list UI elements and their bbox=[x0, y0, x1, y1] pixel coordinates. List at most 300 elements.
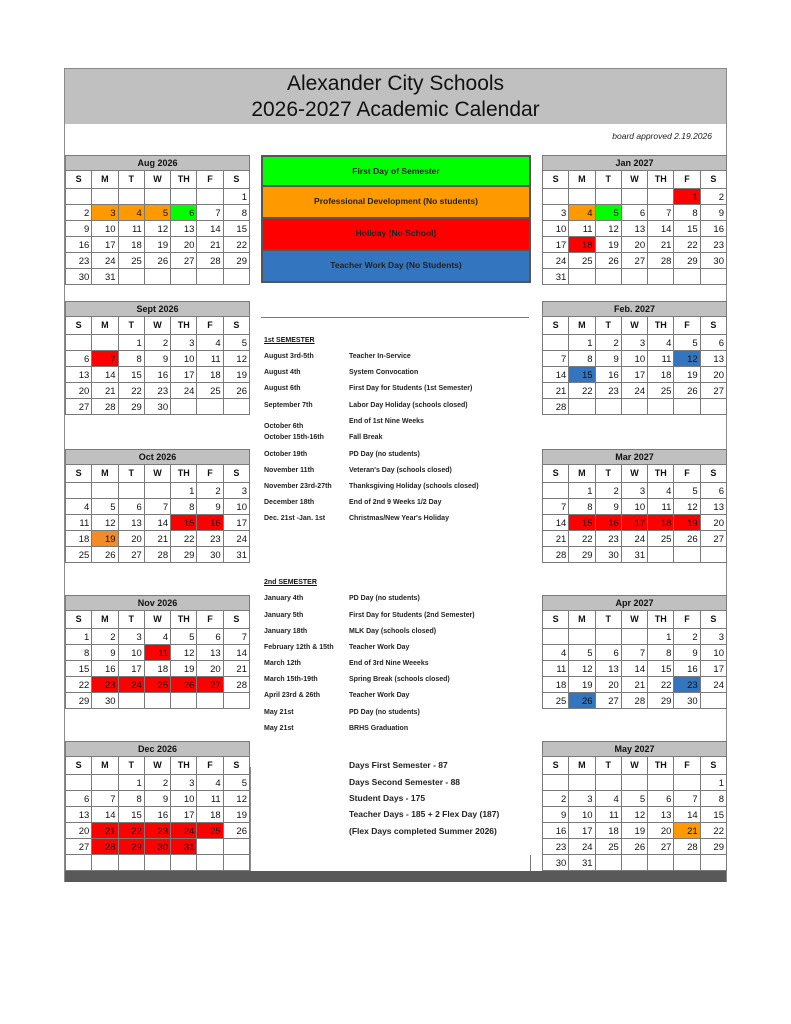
day-cell: 9 bbox=[197, 498, 223, 514]
day-cell: 16 bbox=[92, 660, 118, 676]
day-cell: 28 bbox=[197, 252, 223, 268]
day-cell: 6 bbox=[66, 350, 92, 366]
legend-first-day: First Day of Semester bbox=[261, 155, 531, 187]
day-cell: 26 bbox=[674, 382, 700, 398]
event-description: System Convocation bbox=[349, 369, 419, 376]
divider bbox=[261, 317, 529, 318]
empty-cell bbox=[648, 854, 674, 870]
day-cell: 28 bbox=[543, 398, 569, 414]
weekday-header: TH bbox=[648, 465, 674, 482]
weekday-header: S bbox=[543, 611, 569, 628]
day-cell: 26 bbox=[223, 382, 249, 398]
weekday-header: S bbox=[700, 757, 726, 774]
day-cell: 11 bbox=[118, 220, 144, 236]
weekday-header: W bbox=[144, 611, 170, 628]
day-cell: 28 bbox=[92, 398, 118, 414]
week-row bbox=[66, 790, 250, 806]
day-cell: 11 bbox=[197, 790, 223, 806]
day-cell: 19 bbox=[621, 822, 647, 838]
empty-cell bbox=[700, 546, 726, 562]
day-cell: 21 bbox=[197, 236, 223, 252]
day-cell: 26 bbox=[595, 252, 621, 268]
day-cell: 22 bbox=[648, 676, 674, 692]
day-cell: 3 bbox=[621, 482, 647, 498]
day-cell: 19 bbox=[223, 366, 249, 382]
empty-cell bbox=[543, 188, 569, 204]
day-cell: 10 bbox=[171, 350, 197, 366]
weekday-header: S bbox=[543, 757, 569, 774]
day-cell: 14 bbox=[648, 220, 674, 236]
month-title: Feb. 2027 bbox=[542, 301, 727, 317]
week-row bbox=[543, 188, 727, 204]
empty-cell bbox=[595, 398, 621, 414]
day-cell: 5 bbox=[569, 644, 595, 660]
month-grid bbox=[542, 465, 727, 563]
weekday-header: M bbox=[92, 317, 118, 334]
day-cell: 10 bbox=[569, 806, 595, 822]
weekday-header: F bbox=[197, 757, 223, 774]
day-cell: 25 bbox=[648, 382, 674, 398]
weekday-header: TH bbox=[648, 611, 674, 628]
day-cell: 29 bbox=[118, 838, 144, 854]
day-cell: 24 bbox=[543, 252, 569, 268]
weekday-header: W bbox=[621, 317, 647, 334]
day-cell: 22 bbox=[171, 530, 197, 546]
empty-cell bbox=[674, 268, 700, 284]
day-cell: 1 bbox=[674, 188, 700, 204]
day-cell: 8 bbox=[118, 350, 144, 366]
empty-cell bbox=[674, 774, 700, 790]
event-date: January 4th bbox=[264, 595, 304, 602]
day-cell: 7 bbox=[543, 498, 569, 514]
day-cell: 10 bbox=[543, 220, 569, 236]
day-cell: 25 bbox=[569, 252, 595, 268]
week-row bbox=[66, 692, 250, 708]
day-cell: 4 bbox=[648, 482, 674, 498]
month-title: Nov 2026 bbox=[65, 595, 250, 611]
weekday-header: F bbox=[197, 611, 223, 628]
day-cell: 31 bbox=[543, 268, 569, 284]
event-description: First Day for Students (2nd Semester) bbox=[349, 612, 475, 619]
month-grid bbox=[65, 317, 250, 415]
week-row bbox=[543, 774, 727, 790]
day-cell: 17 bbox=[569, 822, 595, 838]
day-cell: 12 bbox=[674, 498, 700, 514]
week-row bbox=[66, 644, 250, 660]
weekday-header: S bbox=[223, 317, 249, 334]
footer-bar bbox=[65, 871, 726, 882]
stat-teacher-days: Teacher Days - 185 + 2 Flex Day (187) bbox=[349, 809, 500, 819]
day-cell: 24 bbox=[171, 382, 197, 398]
day-cell: 1 bbox=[118, 774, 144, 790]
day-cell: 19 bbox=[144, 236, 170, 252]
calendar-sheet bbox=[64, 68, 727, 882]
day-cell: 1 bbox=[569, 482, 595, 498]
week-row bbox=[66, 482, 250, 498]
empty-cell bbox=[595, 188, 621, 204]
day-cell: 23 bbox=[595, 530, 621, 546]
day-cell: 18 bbox=[197, 366, 223, 382]
event-description: Veteran's Day (schools closed) bbox=[349, 467, 452, 474]
day-cell: 1 bbox=[66, 628, 92, 644]
day-cell: 29 bbox=[648, 692, 674, 708]
empty-cell bbox=[144, 854, 170, 870]
event-date: September 7th bbox=[264, 402, 313, 409]
day-cell: 9 bbox=[543, 806, 569, 822]
weekday-header: S bbox=[223, 757, 249, 774]
day-cell: 20 bbox=[171, 236, 197, 252]
event-description: Thanksgiving Holiday (schools closed) bbox=[349, 483, 479, 490]
day-cell: 10 bbox=[118, 644, 144, 660]
month-grid bbox=[542, 757, 727, 871]
empty-cell bbox=[171, 854, 197, 870]
day-cell: 13 bbox=[700, 350, 726, 366]
day-cell: 17 bbox=[700, 660, 726, 676]
day-cell: 30 bbox=[700, 252, 726, 268]
month-grid bbox=[65, 611, 250, 709]
day-cell: 15 bbox=[118, 806, 144, 822]
day-cell: 27 bbox=[66, 838, 92, 854]
day-cell: 4 bbox=[569, 204, 595, 220]
day-cell: 22 bbox=[118, 822, 144, 838]
day-cell: 28 bbox=[543, 546, 569, 562]
stat-days-second-semester: Days Second Semester - 88 bbox=[349, 777, 461, 787]
day-cell: 8 bbox=[66, 644, 92, 660]
day-cell: 5 bbox=[621, 790, 647, 806]
day-cell: 12 bbox=[621, 806, 647, 822]
day-cell: 31 bbox=[621, 546, 647, 562]
empty-cell bbox=[674, 546, 700, 562]
day-cell: 26 bbox=[144, 252, 170, 268]
week-row bbox=[66, 498, 250, 514]
day-cell: 4 bbox=[197, 334, 223, 350]
day-cell: 12 bbox=[569, 660, 595, 676]
day-cell: 17 bbox=[543, 236, 569, 252]
event-date: April 23rd & 26th bbox=[264, 692, 321, 699]
day-cell: 21 bbox=[223, 660, 249, 676]
week-row bbox=[66, 398, 250, 414]
weekday-header: S bbox=[543, 171, 569, 188]
empty-cell bbox=[674, 854, 700, 870]
day-cell: 17 bbox=[223, 514, 249, 530]
day-cell: 21 bbox=[621, 676, 647, 692]
day-cell: 21 bbox=[92, 822, 118, 838]
day-cell: 5 bbox=[223, 774, 249, 790]
empty-cell bbox=[595, 774, 621, 790]
week-row bbox=[66, 236, 250, 252]
empty-cell bbox=[92, 854, 118, 870]
event-date: October 15th-16th bbox=[264, 434, 324, 441]
empty-cell bbox=[223, 838, 249, 854]
day-cell: 23 bbox=[144, 382, 170, 398]
day-cell: 17 bbox=[92, 236, 118, 252]
weekday-header: T bbox=[595, 465, 621, 482]
day-cell: 16 bbox=[144, 806, 170, 822]
day-cell: 11 bbox=[144, 644, 170, 660]
empty-cell bbox=[621, 398, 647, 414]
week-row bbox=[66, 854, 250, 870]
weekday-header: S bbox=[66, 317, 92, 334]
empty-cell bbox=[621, 854, 647, 870]
weekday-header: M bbox=[92, 757, 118, 774]
weekday-header: M bbox=[92, 465, 118, 482]
day-cell: 2 bbox=[595, 482, 621, 498]
event-date: Dec. 21st -Jan. 1st bbox=[264, 515, 326, 522]
day-cell: 4 bbox=[118, 204, 144, 220]
event-description: End of 3rd Nine Weeeks bbox=[349, 660, 429, 667]
weekday-header: F bbox=[197, 317, 223, 334]
page-subtitle: 2026-2027 Academic Calendar bbox=[251, 98, 540, 121]
empty-cell bbox=[648, 398, 674, 414]
day-cell: 4 bbox=[197, 774, 223, 790]
stat-flex-days-note: (Flex Days completed Summer 2026) bbox=[349, 826, 497, 836]
month-sept-2026 bbox=[65, 301, 250, 415]
day-cell: 12 bbox=[223, 790, 249, 806]
stat-student-days: Student Days - 175 bbox=[349, 793, 426, 803]
day-cell: 22 bbox=[674, 236, 700, 252]
day-cell: 15 bbox=[674, 220, 700, 236]
empty-cell bbox=[700, 268, 726, 284]
empty-cell bbox=[621, 268, 647, 284]
day-cell: 23 bbox=[700, 236, 726, 252]
week-row bbox=[543, 530, 727, 546]
day-cell: 6 bbox=[66, 790, 92, 806]
day-cell: 8 bbox=[118, 790, 144, 806]
day-cell: 21 bbox=[92, 382, 118, 398]
weekday-header: T bbox=[118, 171, 144, 188]
day-cell: 14 bbox=[674, 806, 700, 822]
week-row bbox=[543, 482, 727, 498]
empty-cell bbox=[648, 188, 674, 204]
month-grid bbox=[65, 465, 250, 563]
day-cell: 5 bbox=[674, 334, 700, 350]
day-cell: 7 bbox=[621, 644, 647, 660]
weekday-header: T bbox=[118, 465, 144, 482]
divider bbox=[530, 855, 531, 871]
day-cell: 18 bbox=[595, 822, 621, 838]
empty-cell bbox=[569, 628, 595, 644]
day-cell: 14 bbox=[144, 514, 170, 530]
day-cell: 24 bbox=[171, 822, 197, 838]
day-cell: 30 bbox=[92, 692, 118, 708]
event-description: Fall Break bbox=[349, 434, 383, 441]
day-cell: 6 bbox=[118, 498, 144, 514]
day-cell: 26 bbox=[569, 692, 595, 708]
weekday-header: M bbox=[569, 171, 595, 188]
day-cell: 28 bbox=[92, 838, 118, 854]
empty-cell bbox=[223, 854, 249, 870]
day-cell: 5 bbox=[171, 628, 197, 644]
day-cell: 1 bbox=[223, 188, 249, 204]
day-cell: 9 bbox=[595, 498, 621, 514]
day-cell: 21 bbox=[144, 530, 170, 546]
day-cell: 24 bbox=[569, 838, 595, 854]
weekday-header: M bbox=[569, 317, 595, 334]
day-cell: 10 bbox=[92, 220, 118, 236]
day-cell: 24 bbox=[118, 676, 144, 692]
day-cell: 25 bbox=[118, 252, 144, 268]
event-date: August 6th bbox=[264, 385, 301, 392]
day-cell: 7 bbox=[144, 498, 170, 514]
week-row bbox=[543, 398, 727, 414]
day-cell: 30 bbox=[144, 838, 170, 854]
day-cell: 2 bbox=[197, 482, 223, 498]
divider bbox=[250, 767, 251, 871]
day-cell: 18 bbox=[197, 806, 223, 822]
day-cell: 6 bbox=[171, 204, 197, 220]
day-cell: 20 bbox=[197, 660, 223, 676]
empty-cell bbox=[118, 188, 144, 204]
week-row bbox=[543, 660, 727, 676]
day-cell: 30 bbox=[197, 546, 223, 562]
week-row bbox=[543, 692, 727, 708]
day-cell: 3 bbox=[569, 790, 595, 806]
day-cell: 13 bbox=[648, 806, 674, 822]
day-cell: 3 bbox=[621, 334, 647, 350]
event-description: Teacher In-Service bbox=[349, 353, 411, 360]
day-cell: 13 bbox=[700, 498, 726, 514]
day-cell: 14 bbox=[223, 644, 249, 660]
day-cell: 17 bbox=[171, 366, 197, 382]
day-cell: 7 bbox=[674, 790, 700, 806]
weekday-header: W bbox=[621, 465, 647, 482]
month-feb-2027 bbox=[542, 301, 727, 415]
weekday-header: W bbox=[621, 757, 647, 774]
empty-cell bbox=[569, 188, 595, 204]
day-cell: 30 bbox=[595, 546, 621, 562]
day-cell: 23 bbox=[144, 822, 170, 838]
day-cell: 19 bbox=[223, 806, 249, 822]
day-cell: 22 bbox=[569, 382, 595, 398]
empty-cell bbox=[144, 188, 170, 204]
empty-cell bbox=[92, 334, 118, 350]
day-cell: 3 bbox=[171, 334, 197, 350]
day-cell: 10 bbox=[171, 790, 197, 806]
day-cell: 2 bbox=[144, 334, 170, 350]
event-date: February 12th & 15th bbox=[264, 644, 334, 651]
day-cell: 11 bbox=[66, 514, 92, 530]
week-row bbox=[66, 530, 250, 546]
day-cell: 13 bbox=[621, 220, 647, 236]
day-cell: 16 bbox=[700, 220, 726, 236]
day-cell: 24 bbox=[92, 252, 118, 268]
week-row bbox=[543, 204, 727, 220]
day-cell: 8 bbox=[171, 498, 197, 514]
week-row bbox=[543, 514, 727, 530]
month-title: Apr 2027 bbox=[542, 595, 727, 611]
month-grid bbox=[542, 317, 727, 415]
day-cell: 20 bbox=[648, 822, 674, 838]
day-cell: 19 bbox=[569, 676, 595, 692]
empty-cell bbox=[118, 854, 144, 870]
day-cell: 20 bbox=[118, 530, 144, 546]
day-cell: 22 bbox=[700, 822, 726, 838]
weekday-header: F bbox=[674, 757, 700, 774]
day-cell: 24 bbox=[700, 676, 726, 692]
weekday-header: S bbox=[700, 611, 726, 628]
day-cell: 28 bbox=[223, 676, 249, 692]
day-cell: 12 bbox=[674, 350, 700, 366]
day-cell: 27 bbox=[66, 398, 92, 414]
empty-cell bbox=[595, 854, 621, 870]
day-cell: 6 bbox=[648, 790, 674, 806]
week-row bbox=[66, 252, 250, 268]
day-cell: 14 bbox=[92, 806, 118, 822]
day-cell: 28 bbox=[674, 838, 700, 854]
weekday-header: W bbox=[144, 757, 170, 774]
event-description: PD Day (no students) bbox=[349, 451, 420, 458]
day-cell: 24 bbox=[223, 530, 249, 546]
empty-cell bbox=[66, 334, 92, 350]
week-row bbox=[543, 644, 727, 660]
day-cell: 11 bbox=[595, 806, 621, 822]
event-description: BRHS Graduation bbox=[349, 725, 409, 732]
day-cell: 12 bbox=[223, 350, 249, 366]
day-cell: 25 bbox=[197, 822, 223, 838]
day-cell: 4 bbox=[595, 790, 621, 806]
day-cell: 4 bbox=[543, 644, 569, 660]
empty-cell bbox=[197, 692, 223, 708]
weekday-header: S bbox=[700, 465, 726, 482]
day-cell: 18 bbox=[648, 366, 674, 382]
week-row bbox=[543, 546, 727, 562]
day-cell: 8 bbox=[700, 790, 726, 806]
month-title: Aug 2026 bbox=[65, 155, 250, 171]
month-grid bbox=[542, 611, 727, 709]
day-cell: 8 bbox=[674, 204, 700, 220]
empty-cell bbox=[595, 628, 621, 644]
week-row bbox=[66, 660, 250, 676]
event-date: October 19th bbox=[264, 451, 308, 458]
day-cell: 22 bbox=[118, 382, 144, 398]
day-cell: 4 bbox=[66, 498, 92, 514]
day-cell: 9 bbox=[674, 644, 700, 660]
empty-cell bbox=[118, 268, 144, 284]
empty-cell bbox=[144, 482, 170, 498]
day-cell: 13 bbox=[197, 644, 223, 660]
weekday-header: F bbox=[197, 171, 223, 188]
week-row bbox=[543, 366, 727, 382]
day-cell: 2 bbox=[595, 334, 621, 350]
day-cell: 23 bbox=[197, 530, 223, 546]
day-cell: 16 bbox=[197, 514, 223, 530]
event-description: First Day for Students (1st Semester) bbox=[349, 385, 473, 392]
day-cell: 15 bbox=[700, 806, 726, 822]
empty-cell bbox=[543, 628, 569, 644]
day-cell: 5 bbox=[223, 334, 249, 350]
day-cell: 4 bbox=[648, 334, 674, 350]
empty-cell bbox=[92, 188, 118, 204]
weekday-header: W bbox=[621, 171, 647, 188]
weekday-header: S bbox=[543, 317, 569, 334]
event-description: MLK Day (schools closed) bbox=[349, 628, 437, 635]
day-cell: 3 bbox=[700, 628, 726, 644]
week-row bbox=[66, 514, 250, 530]
day-cell: 31 bbox=[92, 268, 118, 284]
empty-cell bbox=[118, 482, 144, 498]
day-cell: 10 bbox=[223, 498, 249, 514]
day-cell: 10 bbox=[621, 350, 647, 366]
day-cell: 19 bbox=[674, 514, 700, 530]
week-row bbox=[543, 676, 727, 692]
day-cell: 8 bbox=[569, 498, 595, 514]
day-cell: 30 bbox=[66, 268, 92, 284]
month-title: May 2027 bbox=[542, 741, 727, 757]
week-row bbox=[543, 498, 727, 514]
day-cell: 14 bbox=[197, 220, 223, 236]
empty-cell bbox=[223, 398, 249, 414]
weekday-header: T bbox=[595, 757, 621, 774]
